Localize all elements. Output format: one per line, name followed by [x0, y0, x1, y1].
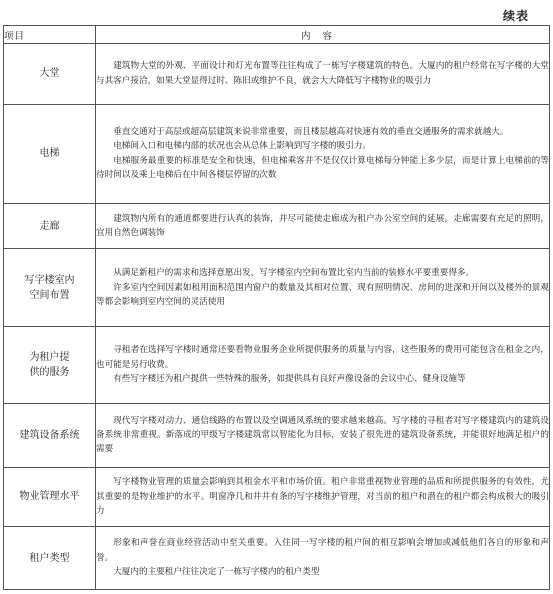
- content-paragraph: 垂直交通对于高层或超高层建筑来说非常重要，而且楼层越高对快速有效的垂直交通服务的需求就越大。: [113, 126, 509, 137]
- row-content: [96, 249, 550, 327]
- content-paragraph: 建筑物内所有的通道都要进行认真的装饰，并尽可能使走廊成为租户办公室空间的延展。走廊需要有充足的照明，宜用自然色调装饰: [96, 213, 549, 238]
- content-paragraph: 许多室内空间因素如租用面积范围内窗户的数量及其相对位置、现有照明情况、房间的进深和开间以及楼外的景观等都会影响到室内空间的灵活使用: [96, 282, 549, 307]
- content-paragraph: 现代写字楼对动力、通信线路的布置以及空调通风系统的要求越来越高。写字楼的寻租者对写字楼建筑内的建筑设备系统非常重视。新落成的甲级写字楼建筑常以智能化为目标，安装了很先进的建筑设备系统，并能很好地满足租户的需要: [96, 415, 549, 455]
- row-item-line: 物业管理水平: [19, 491, 80, 503]
- row-item-label: [4, 527, 96, 590]
- row-item-label: [4, 203, 96, 249]
- header-content: 内容: [96, 26, 550, 44]
- row-item-line: 租户类型: [29, 552, 70, 564]
- row-content: [96, 527, 550, 590]
- row-item-line: 为租户提: [29, 351, 70, 363]
- row-item-line: 电梯: [39, 148, 60, 160]
- table-row: [4, 203, 550, 249]
- header-item: 项目: [4, 26, 96, 44]
- row-item-label: [4, 44, 96, 105]
- content-paragraph: 电梯间入口和电梯内部的状况也会从总体上影响到写字楼的吸引力。: [113, 141, 372, 152]
- table-row: [4, 249, 550, 327]
- row-item-line: 供的服务: [29, 366, 70, 378]
- row-item-line: 空间布置: [29, 289, 70, 301]
- row-item-line: 建筑设备系统: [19, 429, 80, 441]
- continued-label: 续表: [502, 9, 529, 23]
- row-item-line: 走廊: [39, 220, 60, 232]
- content-paragraph: 建筑物大堂的外观、平面设计和灯光布置等往往构成了一栋写字楼建筑的特色。大厦内的租户经常在写字楼的大堂与其客户接洽，如果大堂显得过时、陈旧或维护不良，就会大大降低写字楼物业的吸引力: [96, 61, 549, 86]
- table-row: [4, 467, 550, 527]
- content-paragraph: 形象和声誉在商业经营活动中至关重要。入住同一写字楼的租户间的相互影响会增加或减低他们各自的形象和声誉。: [96, 538, 549, 563]
- table-header-row: [4, 26, 550, 44]
- content-paragraph: 写字楼物业管理的质量会影响到其租金水平和市场价值。租户非常重视物业管理的品质和所提供服务的有效性，尤其重要的是物业维护的水平。明窗净几和井井有条的写字楼维护管理，对当前的租户和潜在的租户都会构成极大的吸引力: [96, 477, 549, 517]
- row-item-label: [4, 327, 96, 404]
- content-paragraph: 从满足新租户的需求和选择意愿出发，写字楼室内空间布置比室内当前的装修水平要重要得多。: [113, 268, 475, 279]
- content-paragraph: 寻租者在选择写字楼时通常还要看物业服务企业所提供服务的质量与内容，这些服务的费用可能包含在租金之内，也可能是另行收费。: [96, 345, 549, 370]
- table-row: [4, 527, 550, 590]
- office-building-factors-table: [3, 25, 550, 590]
- row-item-line: 写字楼室内: [24, 274, 75, 286]
- row-item-line: 大堂: [39, 68, 60, 80]
- table-row: [4, 104, 550, 203]
- content-paragraph: 有些写字楼还为租户提供一些特殊的服务，如提供具有良好声像设备的会议中心、健身设施等: [113, 374, 466, 385]
- row-content: [96, 104, 550, 203]
- row-item-label: [4, 104, 96, 203]
- row-item-label: [4, 467, 96, 527]
- row-content: [96, 203, 550, 249]
- row-item-label: [4, 403, 96, 467]
- row-content: [96, 403, 550, 467]
- row-item-label: [4, 249, 96, 327]
- row-content: [96, 44, 550, 105]
- content-paragraph: 大厦内的主要租户往往决定了一栋写字楼内的租户类型: [113, 567, 320, 578]
- table-body: [4, 44, 550, 590]
- content-paragraph: 电梯服务最重要的标准是安全和快速，但电梯乘客并不是仅仅计算电梯每分钟能上多少层，而是计算上电梯前的等待时间以及乘上电梯后在中间各楼层停留的次数: [96, 155, 549, 181]
- table-row: [4, 327, 550, 404]
- table-row: [4, 44, 550, 105]
- row-content: [96, 327, 550, 404]
- row-content: [96, 467, 550, 527]
- table-row: [4, 403, 550, 467]
